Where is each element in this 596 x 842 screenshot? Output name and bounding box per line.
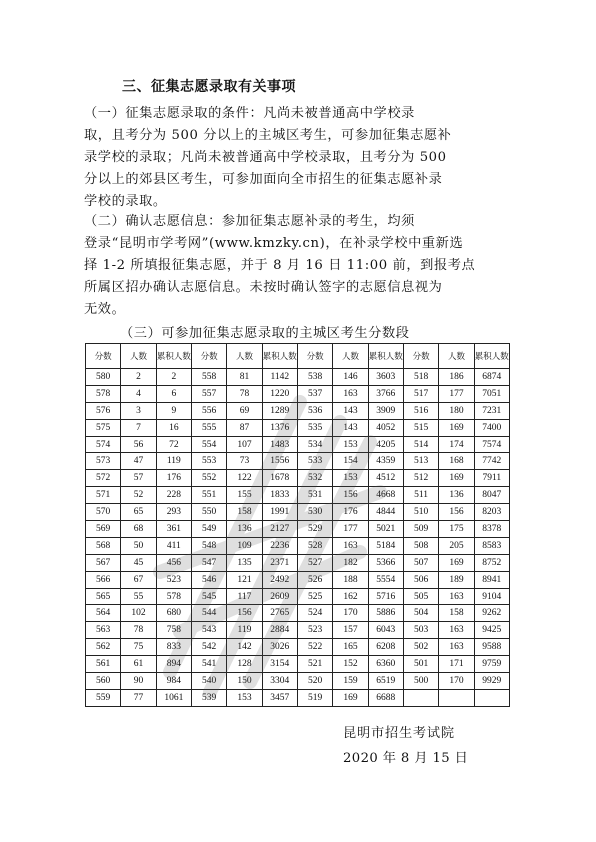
table-cell: 69 — [227, 402, 262, 419]
table-cell: 159 — [333, 673, 368, 690]
table-cell: 128 — [227, 656, 262, 673]
table-cell: 1833 — [262, 487, 297, 504]
table-cell: 158 — [227, 504, 262, 521]
table-cell: 519 — [297, 689, 332, 706]
table-cell: 7574 — [474, 436, 509, 453]
table-cell: 175 — [439, 521, 474, 538]
table-cell — [403, 689, 438, 706]
table-cell: 9425 — [474, 622, 509, 639]
table-cell: 121 — [227, 571, 262, 588]
table-cell: 154 — [333, 453, 368, 470]
table-row — [86, 487, 510, 504]
table-cell: 163 — [333, 537, 368, 554]
table-cell: 758 — [156, 622, 191, 639]
table-cell: 520 — [297, 673, 332, 690]
table-cell: 541 — [191, 656, 226, 673]
table-cell: 411 — [156, 537, 191, 554]
table-cell: 1556 — [262, 453, 297, 470]
table-cell: 2127 — [262, 521, 297, 538]
table-cell: 506 — [403, 571, 438, 588]
table-cell: 142 — [227, 639, 262, 656]
table-cell: 551 — [191, 487, 226, 504]
table-row — [86, 402, 510, 419]
table-cell: 3457 — [262, 689, 297, 706]
table-cell: 2492 — [262, 571, 297, 588]
table-cell: 1483 — [262, 436, 297, 453]
table-cell: 6360 — [368, 656, 403, 673]
table-cell — [439, 689, 474, 706]
table-cell: 3 — [121, 402, 156, 419]
table-cell: 61 — [121, 656, 156, 673]
table-cell: 547 — [191, 554, 226, 571]
table-cell: 3603 — [368, 369, 403, 386]
table-row — [86, 369, 510, 386]
table-cell: 554 — [191, 436, 226, 453]
table-cell: 73 — [227, 453, 262, 470]
table-cell: 576 — [86, 402, 121, 419]
table-cell: 186 — [439, 369, 474, 386]
table-cell: 558 — [191, 369, 226, 386]
table-cell: 537 — [297, 385, 332, 402]
table-row — [86, 622, 510, 639]
score-distribution-table — [85, 343, 510, 707]
table-cell: 561 — [86, 656, 121, 673]
table-cell: 8203 — [474, 504, 509, 521]
table-row — [86, 521, 510, 538]
table-cell: 516 — [403, 402, 438, 419]
table-cell: 531 — [297, 487, 332, 504]
column-header: 累积人数 — [474, 344, 509, 369]
table-cell: 165 — [333, 639, 368, 656]
table-cell: 6874 — [474, 369, 509, 386]
table-row — [86, 453, 510, 470]
table-cell: 67 — [121, 571, 156, 588]
table-cell: 501 — [403, 656, 438, 673]
issuing-organization: 昆明市招生考试院 — [343, 726, 455, 741]
table-cell: 162 — [333, 588, 368, 605]
table-cell: 580 — [86, 369, 121, 386]
table-cell: 509 — [403, 521, 438, 538]
text-line: 取，且考分为 500 分以上的主城区考生，可参加征集志愿补 — [84, 128, 452, 143]
table-cell: 176 — [333, 504, 368, 521]
table-cell: 530 — [297, 504, 332, 521]
table-cell: 182 — [333, 554, 368, 571]
table-caption: （三）可参加征集志愿录取的主城区考生分数段 — [120, 326, 410, 341]
table-cell: 2236 — [262, 537, 297, 554]
table-cell: 65 — [121, 504, 156, 521]
table-cell: 510 — [403, 504, 438, 521]
table-cell: 502 — [403, 639, 438, 656]
table-cell: 3766 — [368, 385, 403, 402]
table-cell: 3304 — [262, 673, 297, 690]
table-cell: 87 — [227, 419, 262, 436]
table-cell: 565 — [86, 588, 121, 605]
table-cell: 168 — [439, 453, 474, 470]
table-cell: 122 — [227, 470, 262, 487]
table-cell: 511 — [403, 487, 438, 504]
table-cell: 155 — [227, 487, 262, 504]
table-cell: 500 — [403, 673, 438, 690]
table-cell: 7051 — [474, 385, 509, 402]
table-cell: 3909 — [368, 402, 403, 419]
table-cell: 143 — [333, 402, 368, 419]
table-cell: 45 — [121, 554, 156, 571]
table-cell: 156 — [439, 504, 474, 521]
table-cell: 4359 — [368, 453, 403, 470]
table-cell: 578 — [86, 385, 121, 402]
table-cell: 575 — [86, 419, 121, 436]
table-cell: 545 — [191, 588, 226, 605]
table-cell: 152 — [333, 656, 368, 673]
table-cell: 984 — [156, 673, 191, 690]
table-cell: 56 — [121, 436, 156, 453]
table-cell: 560 — [86, 673, 121, 690]
table-cell: 9929 — [474, 673, 509, 690]
table-cell: 119 — [227, 622, 262, 639]
table-cell: 7742 — [474, 453, 509, 470]
table-row — [86, 504, 510, 521]
table-cell: 1061 — [156, 689, 191, 706]
table-row — [86, 673, 510, 690]
table-cell: 539 — [191, 689, 226, 706]
table-cell: 9759 — [474, 656, 509, 673]
text-line: 录学校的录取；凡尚未被普通高中学校录取，且考分为 500 — [84, 150, 447, 165]
table-cell: 549 — [191, 521, 226, 538]
table-cell: 8047 — [474, 487, 509, 504]
table-cell: 153 — [333, 470, 368, 487]
table-cell: 559 — [86, 689, 121, 706]
table-cell: 514 — [403, 436, 438, 453]
column-header: 累积人数 — [156, 344, 191, 369]
table-cell: 117 — [227, 588, 262, 605]
table-cell: 555 — [191, 419, 226, 436]
table-cell: 146 — [333, 369, 368, 386]
table-cell: 78 — [121, 622, 156, 639]
table-cell: 518 — [403, 369, 438, 386]
table-cell: 5366 — [368, 554, 403, 571]
table-cell: 3154 — [262, 656, 297, 673]
table-cell: 527 — [297, 554, 332, 571]
table-cell: 4 — [121, 385, 156, 402]
table-cell: 524 — [297, 605, 332, 622]
table-cell: 542 — [191, 639, 226, 656]
table-cell: 571 — [86, 487, 121, 504]
table-cell: 50 — [121, 537, 156, 554]
table-cell: 109 — [227, 537, 262, 554]
column-header: 人数 — [439, 344, 474, 369]
column-header: 分数 — [191, 344, 226, 369]
table-cell: 169 — [439, 419, 474, 436]
table-cell: 503 — [403, 622, 438, 639]
table-cell: 156 — [333, 487, 368, 504]
table-cell: 512 — [403, 470, 438, 487]
text-line: （二）确认志愿信息：参加征集志愿补录的考生，均须 — [84, 214, 415, 229]
table-cell: 2609 — [262, 588, 297, 605]
column-header: 分数 — [297, 344, 332, 369]
table-cell: 2765 — [262, 605, 297, 622]
table-cell: 536 — [297, 402, 332, 419]
table-cell: 567 — [86, 554, 121, 571]
table-cell: 1289 — [262, 402, 297, 419]
table-cell: 136 — [439, 487, 474, 504]
table-row — [86, 385, 510, 402]
table-cell: 9588 — [474, 639, 509, 656]
table-cell: 515 — [403, 419, 438, 436]
text-line: 分以上的郊县区考生，可参加面向全市招生的征集志愿补录 — [84, 172, 443, 187]
table-row — [86, 639, 510, 656]
table-cell: 574 — [86, 436, 121, 453]
paragraph-confirm-info — [84, 211, 516, 321]
table-row — [86, 571, 510, 588]
table-cell: 504 — [403, 605, 438, 622]
table-cell: 6688 — [368, 689, 403, 706]
table-cell: 522 — [297, 639, 332, 656]
table-cell: 8941 — [474, 571, 509, 588]
table-cell: 894 — [156, 656, 191, 673]
table-cell: 1220 — [262, 385, 297, 402]
table-cell: 136 — [227, 521, 262, 538]
table-row — [86, 470, 510, 487]
table-cell: 566 — [86, 571, 121, 588]
text-line: 所属区招办确认志愿信息。未按时确认签字的志愿信息视为 — [84, 280, 443, 295]
table-cell: 552 — [191, 470, 226, 487]
table-cell: 16 — [156, 419, 191, 436]
table-cell: 77 — [121, 689, 156, 706]
table-row — [86, 436, 510, 453]
table-cell: 156 — [227, 605, 262, 622]
table-cell: 5554 — [368, 571, 403, 588]
table-cell: 557 — [191, 385, 226, 402]
table-cell: 833 — [156, 639, 191, 656]
table-cell: 361 — [156, 521, 191, 538]
table-cell: 572 — [86, 470, 121, 487]
table-cell: 568 — [86, 537, 121, 554]
table-cell: 55 — [121, 588, 156, 605]
table-cell: 52 — [121, 487, 156, 504]
table-cell: 1678 — [262, 470, 297, 487]
paragraph-admission-conditions — [84, 103, 516, 213]
table-cell: 535 — [297, 419, 332, 436]
table-cell: 143 — [333, 419, 368, 436]
table-cell: 517 — [403, 385, 438, 402]
table-cell: 4512 — [368, 470, 403, 487]
table-cell: 569 — [86, 521, 121, 538]
table-cell: 9262 — [474, 605, 509, 622]
table-cell: 176 — [156, 470, 191, 487]
table-cell: 163 — [439, 588, 474, 605]
table-cell: 170 — [333, 605, 368, 622]
table-cell: 4205 — [368, 436, 403, 453]
table-cell — [474, 689, 509, 706]
table-cell: 508 — [403, 537, 438, 554]
table-cell: 521 — [297, 656, 332, 673]
table-cell: 573 — [86, 453, 121, 470]
table-cell: 169 — [439, 470, 474, 487]
table-cell: 3026 — [262, 639, 297, 656]
table-cell: 570 — [86, 504, 121, 521]
table-cell: 528 — [297, 537, 332, 554]
table-cell: 5021 — [368, 521, 403, 538]
table-row — [86, 689, 510, 706]
table-row — [86, 588, 510, 605]
table-cell: 4052 — [368, 419, 403, 436]
table-cell: 177 — [333, 521, 368, 538]
table-row — [86, 656, 510, 673]
table-cell: 6519 — [368, 673, 403, 690]
text-line: 学校的录取。 — [84, 194, 167, 209]
table-cell: 158 — [439, 605, 474, 622]
table-cell: 525 — [297, 588, 332, 605]
table-cell: 1991 — [262, 504, 297, 521]
table-cell: 5184 — [368, 537, 403, 554]
table-cell: 170 — [439, 673, 474, 690]
table-row — [86, 554, 510, 571]
table-cell: 7 — [121, 419, 156, 436]
table-cell: 7400 — [474, 419, 509, 436]
table-cell: 163 — [439, 622, 474, 639]
table-cell: 2 — [156, 369, 191, 386]
text-line: （一）征集志愿录取的条件：凡尚未被普通高中学校录 — [84, 106, 415, 121]
text-line: 择 1-2 所填报征集志愿，并于 8 月 16 日 11:00 前，到报考点 — [84, 258, 476, 273]
table-cell: 205 — [439, 537, 474, 554]
table-cell: 529 — [297, 521, 332, 538]
table-cell: 523 — [297, 622, 332, 639]
table-cell: 102 — [121, 605, 156, 622]
table-cell: 507 — [403, 554, 438, 571]
table-cell: 135 — [227, 554, 262, 571]
table-body — [86, 369, 510, 707]
table-cell: 680 — [156, 605, 191, 622]
table-header-row — [86, 344, 510, 369]
table-cell: 188 — [333, 571, 368, 588]
table-cell: 5886 — [368, 605, 403, 622]
table-cell: 169 — [333, 689, 368, 706]
column-header: 分数 — [86, 344, 121, 369]
table-cell: 8378 — [474, 521, 509, 538]
table-cell: 564 — [86, 605, 121, 622]
text-line: 登录“昆明市学考网”(www.kmzky.cn)，在补录学校中重新选 — [84, 236, 464, 251]
table-cell: 78 — [227, 385, 262, 402]
table-cell: 107 — [227, 436, 262, 453]
table-cell: 177 — [439, 385, 474, 402]
table-cell: 532 — [297, 470, 332, 487]
table-cell: 68 — [121, 521, 156, 538]
table-cell: 513 — [403, 453, 438, 470]
table-cell: 169 — [439, 554, 474, 571]
table-row — [86, 537, 510, 554]
table-cell: 6 — [156, 385, 191, 402]
table-cell: 533 — [297, 453, 332, 470]
table-cell: 543 — [191, 622, 226, 639]
table-cell: 550 — [191, 504, 226, 521]
table-cell: 544 — [191, 605, 226, 622]
table-cell: 4668 — [368, 487, 403, 504]
table-cell: 228 — [156, 487, 191, 504]
table-cell: 523 — [156, 571, 191, 588]
table-cell: 7231 — [474, 402, 509, 419]
table-cell: 163 — [333, 385, 368, 402]
table-cell: 180 — [439, 402, 474, 419]
table-cell: 9104 — [474, 588, 509, 605]
table-row — [86, 419, 510, 436]
table-cell: 189 — [439, 571, 474, 588]
table-cell: 163 — [439, 639, 474, 656]
table-cell: 57 — [121, 470, 156, 487]
table-cell: 119 — [156, 453, 191, 470]
column-header: 累积人数 — [262, 344, 297, 369]
table-cell: 81 — [227, 369, 262, 386]
table-cell: 153 — [227, 689, 262, 706]
table-cell: 2884 — [262, 622, 297, 639]
table-cell: 72 — [156, 436, 191, 453]
table-cell: 546 — [191, 571, 226, 588]
column-header: 人数 — [121, 344, 156, 369]
table-cell: 5716 — [368, 588, 403, 605]
table-cell: 1376 — [262, 419, 297, 436]
text-line: 无效。 — [84, 302, 126, 317]
table-cell: 9 — [156, 402, 191, 419]
table-cell: 534 — [297, 436, 332, 453]
table-cell: 538 — [297, 369, 332, 386]
table-cell: 553 — [191, 453, 226, 470]
table-cell: 153 — [333, 436, 368, 453]
table-cell: 526 — [297, 571, 332, 588]
table-cell: 6043 — [368, 622, 403, 639]
table-cell: 6208 — [368, 639, 403, 656]
column-header: 人数 — [227, 344, 262, 369]
table-cell: 2 — [121, 369, 156, 386]
table-cell: 540 — [191, 673, 226, 690]
table-cell: 2371 — [262, 554, 297, 571]
table-cell: 505 — [403, 588, 438, 605]
table-cell: 293 — [156, 504, 191, 521]
table-cell: 548 — [191, 537, 226, 554]
table-cell: 171 — [439, 656, 474, 673]
table-row — [86, 605, 510, 622]
table-cell: 7911 — [474, 470, 509, 487]
table-cell: 578 — [156, 588, 191, 605]
table-cell: 150 — [227, 673, 262, 690]
table-cell: 1142 — [262, 369, 297, 386]
column-header: 人数 — [333, 344, 368, 369]
section-heading: 三、征集志愿录取有关事项 — [122, 79, 296, 95]
issue-date: 2020 年 8 月 15 日 — [343, 751, 469, 766]
table-cell: 4844 — [368, 504, 403, 521]
table-cell: 562 — [86, 639, 121, 656]
table-cell: 8583 — [474, 537, 509, 554]
table-cell: 47 — [121, 453, 156, 470]
table-cell: 563 — [86, 622, 121, 639]
table-cell: 456 — [156, 554, 191, 571]
table-cell: 8752 — [474, 554, 509, 571]
column-header: 累积人数 — [368, 344, 403, 369]
table-cell: 75 — [121, 639, 156, 656]
table-cell: 157 — [333, 622, 368, 639]
column-header: 分数 — [403, 344, 438, 369]
table-cell: 174 — [439, 436, 474, 453]
table-cell: 556 — [191, 402, 226, 419]
table-cell: 90 — [121, 673, 156, 690]
